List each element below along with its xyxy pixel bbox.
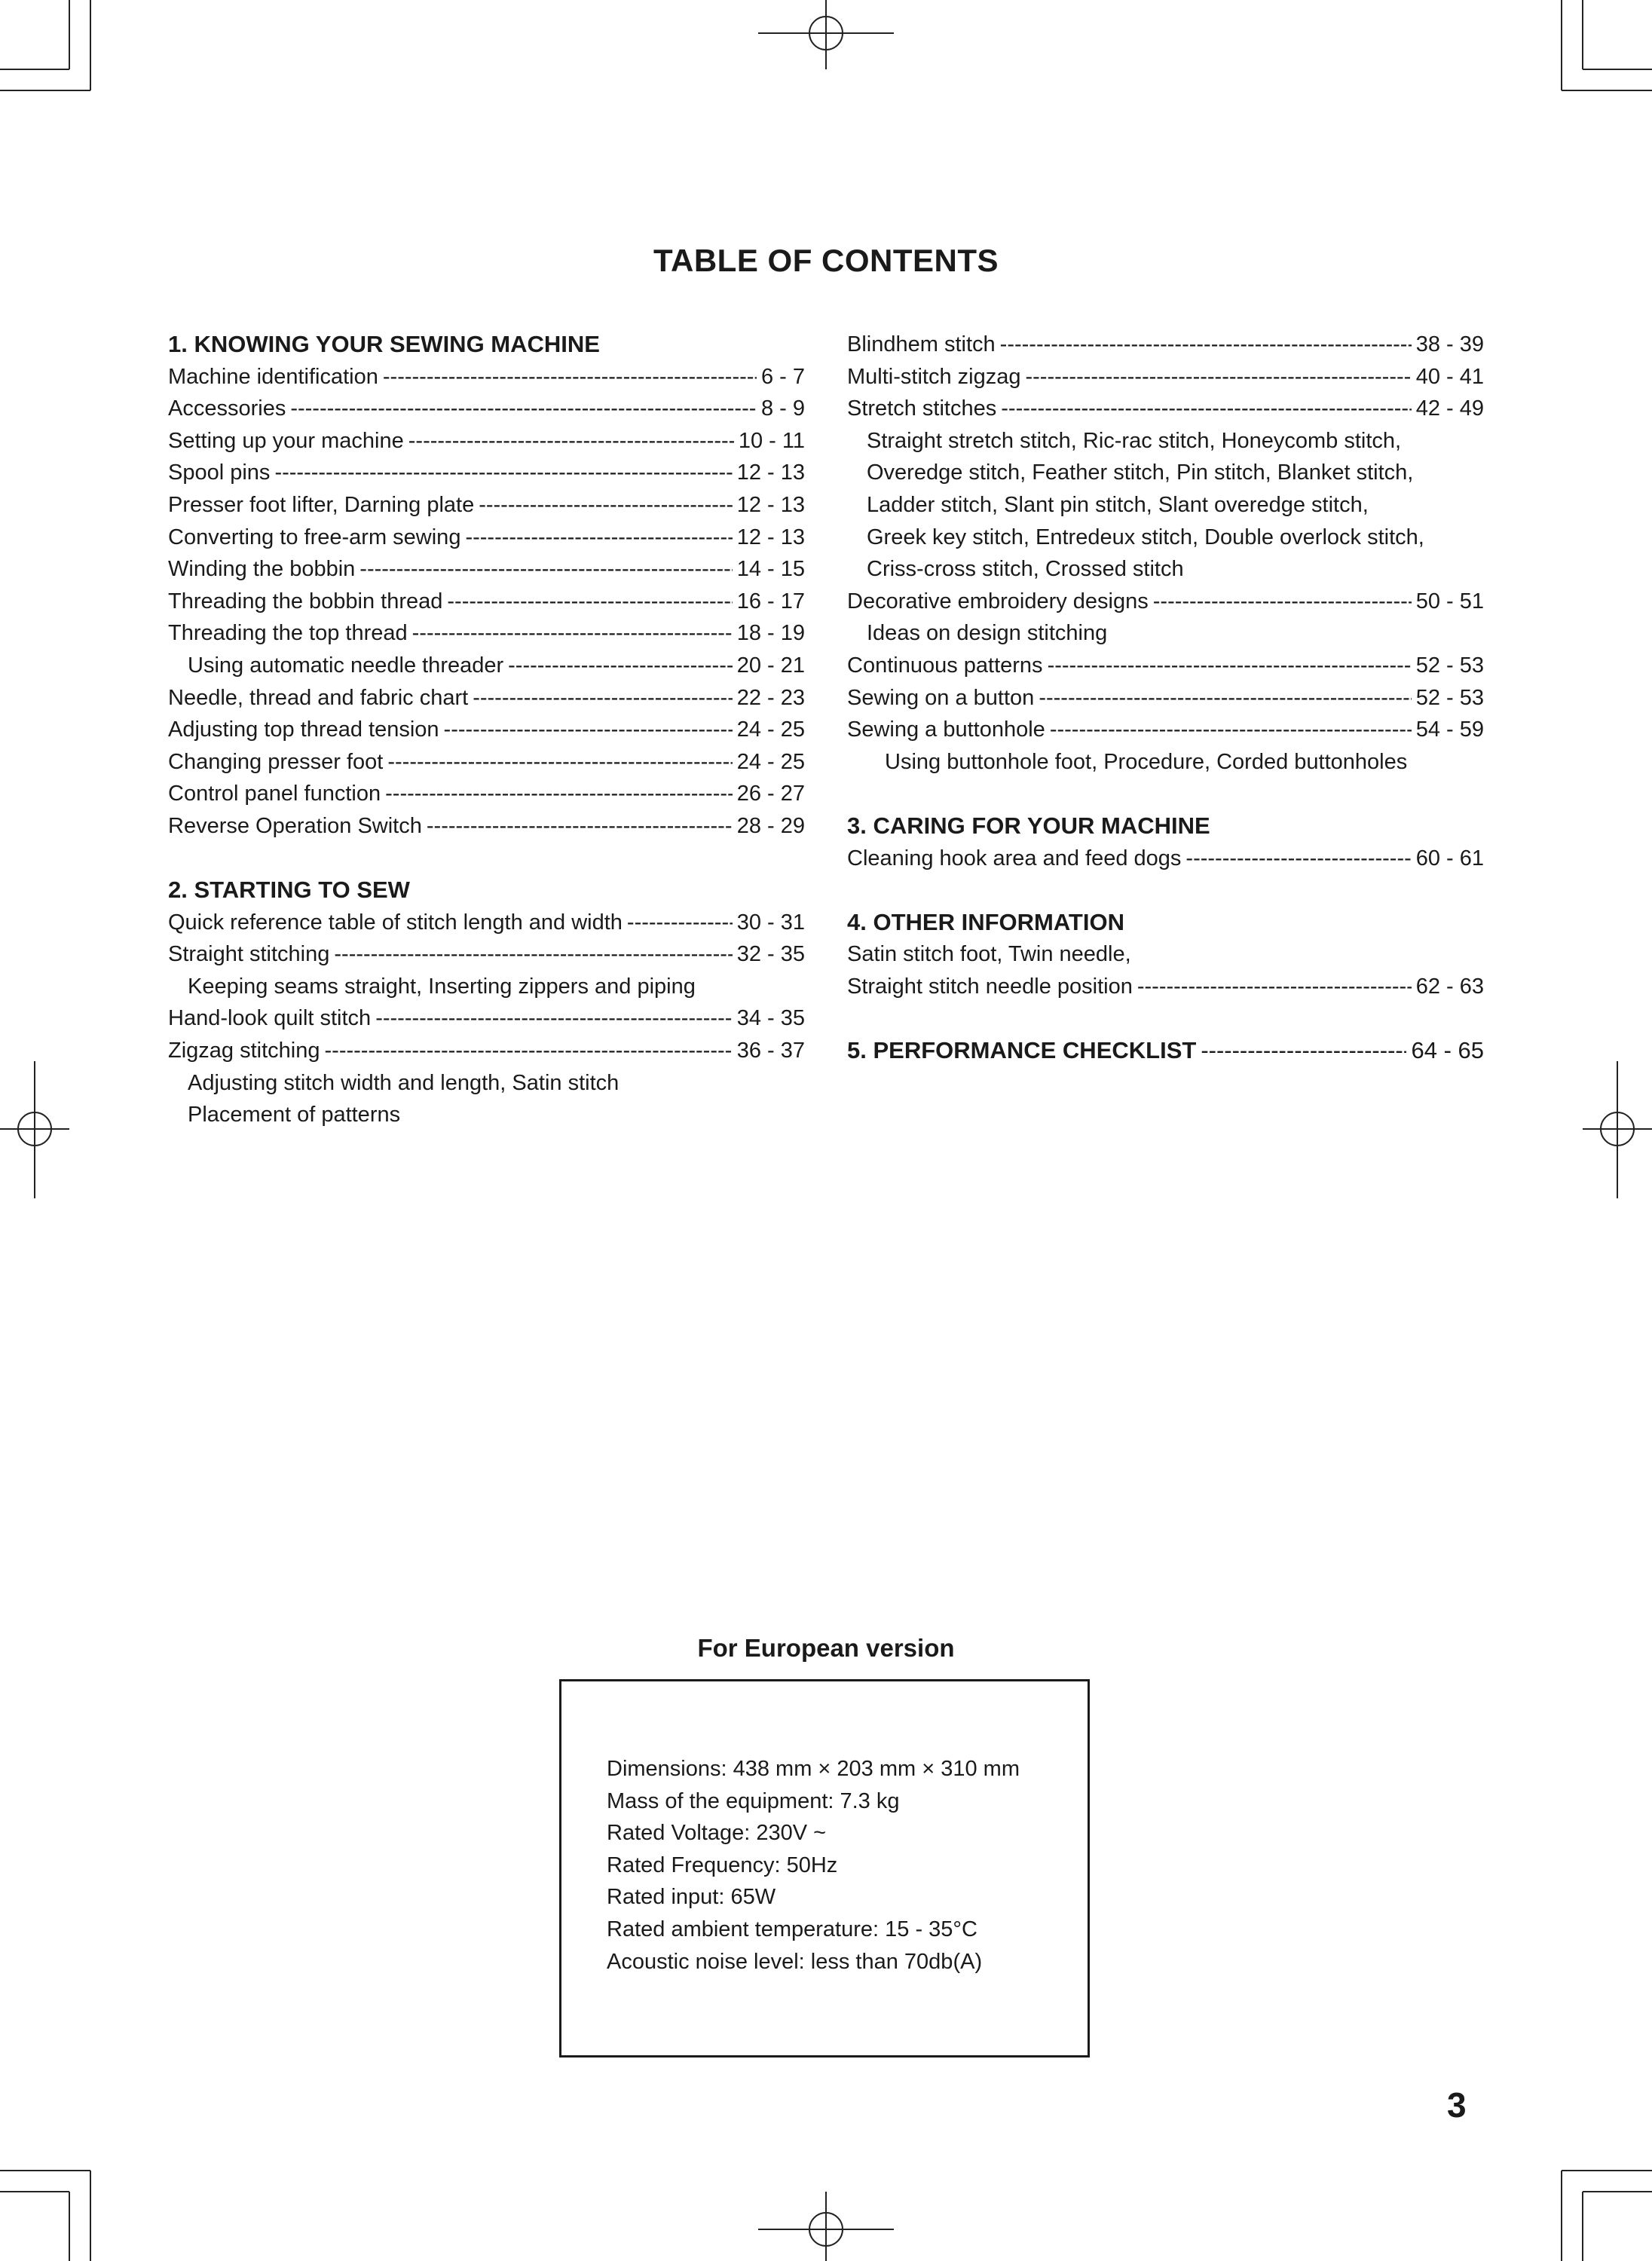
toc-entry-pages: 36 - 37	[736, 1039, 805, 1063]
spec-line: Rated input: 65W	[607, 1885, 776, 1910]
toc-entry[interactable]	[168, 393, 805, 425]
page-title: TABLE OF CONTENTS	[653, 243, 999, 278]
dot-leader	[1039, 682, 1411, 714]
toc-entry-label: Converting to free-arm sewing	[168, 525, 461, 549]
toc-entry-label: Blindhem stitch	[847, 332, 996, 356]
toc-entry[interactable]	[847, 393, 1484, 425]
toc-entry-pages: 60 - 61	[1415, 846, 1484, 870]
toc-entry[interactable]	[847, 586, 1484, 618]
section-gap	[847, 778, 1484, 810]
toc-entry-pages: 42 - 49	[1415, 396, 1484, 421]
toc-subtopics: Adjusting stitch width and length, Satin stitch	[188, 1070, 620, 1095]
toc-subtopics: Criss-cross stitch, Crossed stitch	[867, 557, 1184, 582]
section-heading: 2. STARTING TO SEW	[168, 877, 410, 904]
toc-entry[interactable]	[168, 361, 805, 393]
european-specs-box	[559, 1679, 1090, 2058]
dot-leader	[383, 361, 757, 393]
toc-entry-pages: 34 - 35	[736, 1006, 805, 1031]
toc-entry-pages: 40 - 41	[1415, 364, 1484, 389]
spec-line: Dimensions: 438 mm × 203 mm × 310 mm	[607, 1757, 1020, 1781]
dot-leader	[375, 1002, 733, 1035]
spec-line: Rated Frequency: 50Hz	[607, 1853, 838, 1877]
toc-entry[interactable]	[168, 425, 805, 457]
dot-leader	[1048, 650, 1412, 682]
toc-entry-label: Adjusting top thread tension	[168, 717, 439, 742]
toc-entry-label: Cleaning hook area and feed dogs	[847, 846, 1182, 870]
dot-leader	[359, 553, 732, 586]
european-version-title: For European version	[697, 1634, 955, 1662]
dot-leader	[1000, 329, 1412, 361]
toc-entry-pages: 28 - 29	[736, 813, 805, 838]
toc-entry-pages: 12 - 13	[736, 525, 805, 549]
toc-entry[interactable]	[168, 1002, 805, 1035]
toc-entry[interactable]	[847, 714, 1484, 746]
toc-entry-label: Using automatic needle threader	[188, 653, 504, 678]
dot-leader	[627, 907, 733, 939]
toc-entry-label: 5. PERFORMANCE CHECKLIST	[847, 1037, 1197, 1064]
toc-entry-pages: 14 - 15	[736, 557, 805, 582]
toc-entry[interactable]	[847, 843, 1484, 875]
spec-line: Rated ambient temperature: 15 - 35°C	[607, 1917, 977, 1941]
toc-entry-label: Sewing a buttonhole	[847, 717, 1045, 742]
toc-entry-label: Stretch stitches	[847, 396, 997, 421]
toc-entry-pages: 52 - 53	[1415, 653, 1484, 678]
dot-leader	[479, 489, 733, 522]
toc-entry-pages: 10 - 11	[738, 428, 805, 453]
toc-entry-pages: 32 - 35	[736, 942, 805, 967]
page-number: 3	[1447, 2085, 1467, 2125]
toc-entry[interactable]	[847, 361, 1484, 393]
dot-leader	[444, 714, 733, 746]
dot-leader	[385, 778, 733, 810]
toc-entry-pages: 24 - 25	[736, 717, 805, 742]
toc-entry-label: Winding the bobbin	[168, 557, 356, 582]
toc-subtopics: Greek key stitch, Entredeux stitch, Double overlock stitch,	[867, 525, 1424, 549]
toc-entry[interactable]	[168, 1035, 805, 1067]
dot-leader	[387, 746, 732, 779]
toc-entry-label: Quick reference table of stitch length and width	[168, 910, 623, 935]
dot-leader	[325, 1035, 733, 1067]
toc-subtopics: Overedge stitch, Feather stitch, Pin stitch, Blanket stitch,	[867, 460, 1414, 485]
section-heading: 3. CARING FOR YOUR MACHINE	[847, 812, 1210, 839]
toc-entry-label: Continuous patterns	[847, 653, 1043, 678]
european-specs-list	[607, 1753, 1020, 1978]
toc-entry-pages: 52 - 53	[1415, 685, 1484, 710]
dot-leader	[465, 522, 732, 554]
toc-entry-label: Decorative embroidery designs	[847, 589, 1149, 613]
toc-entry-pages: 22 - 23	[736, 685, 805, 710]
dot-leader	[447, 586, 732, 618]
toc-entry-label: Changing presser foot	[168, 749, 384, 774]
toc-entry[interactable]	[168, 489, 805, 522]
toc-entry-pages: 64 - 65	[1411, 1037, 1484, 1064]
toc-entry[interactable]	[168, 586, 805, 618]
toc-entry-pages: 12 - 13	[736, 492, 805, 517]
toc-subtopics: Using buttonhole foot, Procedure, Corded buttonholes	[885, 749, 1408, 774]
toc-entry-pages: 62 - 63	[1415, 974, 1484, 999]
toc-entry-label: Needle, thread and fabric chart	[168, 685, 469, 710]
toc-subtopics: Ladder stitch, Slant pin stitch, Slant overedge stitch,	[867, 492, 1369, 517]
toc-entry[interactable]	[847, 1035, 1484, 1067]
toc-entry-pages: 26 - 27	[736, 782, 805, 806]
toc-entry[interactable]	[168, 810, 805, 843]
dot-leader	[1025, 361, 1411, 393]
toc-entry[interactable]	[168, 907, 805, 939]
toc-entry-pages: 20 - 21	[736, 653, 805, 678]
toc-entry-label: Setting up your machine	[168, 428, 404, 453]
toc-subtopics: Straight stretch stitch, Ric-rac stitch, Honeycomb stitch,	[867, 428, 1402, 453]
section-gap	[168, 843, 805, 875]
toc-entry-pages: 18 - 19	[736, 621, 805, 646]
toc-entry-label: Threading the top thread	[168, 621, 408, 646]
toc-entry[interactable]	[168, 553, 805, 586]
section-heading: 1. KNOWING YOUR SEWING MACHINE	[168, 331, 600, 357]
dot-leader	[473, 682, 733, 714]
spec-line: Mass of the equipment: 7.3 kg	[607, 1788, 900, 1813]
toc-entry-label: Accessories	[168, 396, 286, 421]
toc-entry[interactable]	[168, 938, 805, 971]
toc-entry[interactable]	[168, 617, 805, 650]
toc-entry-pages: 54 - 59	[1415, 717, 1484, 742]
toc-entry-pages: 12 - 13	[736, 460, 805, 485]
toc-entry-pages: 38 - 39	[1415, 332, 1484, 356]
toc-entry-pages: 16 - 17	[736, 589, 805, 613]
toc-entry[interactable]	[847, 682, 1484, 714]
dot-leader	[508, 650, 733, 682]
dot-leader	[1185, 843, 1411, 875]
toc-entry-pages: 6 - 7	[760, 364, 805, 389]
section-gap	[847, 874, 1484, 907]
dot-leader	[1001, 393, 1411, 425]
toc-entry[interactable]	[168, 682, 805, 714]
toc-entry-label: Zigzag stitching	[168, 1039, 320, 1063]
toc-entry[interactable]	[847, 971, 1484, 1003]
section-heading: 4. OTHER INFORMATION	[847, 908, 1124, 935]
toc-entry[interactable]	[168, 746, 805, 779]
toc-entry-pages: 24 - 25	[736, 749, 805, 774]
toc-entry-label: Straight stitching	[168, 942, 330, 967]
section-gap	[847, 1002, 1484, 1035]
dot-leader	[290, 393, 757, 425]
toc-entry[interactable]	[168, 457, 805, 489]
spec-line: Rated Voltage: 230V ~	[607, 1821, 827, 1846]
toc-entry[interactable]	[847, 650, 1484, 682]
toc-entry-label: Threading the bobbin thread	[168, 589, 443, 613]
toc-entry-label: Hand-look quilt stitch	[168, 1006, 372, 1031]
toc-entry[interactable]	[847, 329, 1484, 361]
dot-leader	[1137, 971, 1412, 1003]
toc-entry-label: Control panel function	[168, 782, 381, 806]
toc-entry[interactable]	[168, 650, 805, 682]
toc-entry[interactable]	[168, 778, 805, 810]
toc-subtopics: Satin stitch foot, Twin needle,	[847, 942, 1131, 967]
toc-entry[interactable]	[168, 522, 805, 554]
toc-entry-label: Machine identification	[168, 364, 378, 389]
toc-entry-label: Reverse Operation Switch	[168, 813, 422, 838]
dot-leader	[412, 617, 733, 650]
dot-leader	[408, 425, 734, 457]
dot-leader	[334, 938, 732, 971]
toc-entry-label: Presser foot lifter, Darning plate	[168, 492, 475, 517]
dot-leader	[274, 457, 732, 489]
toc-entry[interactable]	[168, 714, 805, 746]
toc-subtopics: Placement of patterns	[188, 1103, 401, 1127]
toc-entry-pages: 30 - 31	[736, 910, 805, 935]
toc-right-column	[847, 329, 1484, 1067]
dot-leader	[427, 810, 733, 843]
dot-leader	[1201, 1035, 1406, 1067]
toc-entry-label: Multi-stitch zigzag	[847, 364, 1021, 389]
toc-entry-label: Spool pins	[168, 460, 271, 485]
dot-leader	[1153, 586, 1412, 618]
toc-entry-pages: 50 - 51	[1415, 589, 1484, 613]
dot-leader	[1050, 714, 1412, 746]
toc-subtopics: Keeping seams straight, Inserting zippers and piping	[188, 974, 696, 999]
toc-entry-pages: 8 - 9	[760, 396, 805, 421]
toc-left-column	[168, 329, 805, 1131]
toc-entry-label: Straight stitch needle position	[847, 974, 1133, 999]
toc-subtopics: Ideas on design stitching	[867, 621, 1108, 646]
spec-line: Acoustic noise level: less than 70db(A)	[607, 1949, 983, 1974]
toc-entry-label: Sewing on a button	[847, 685, 1035, 710]
